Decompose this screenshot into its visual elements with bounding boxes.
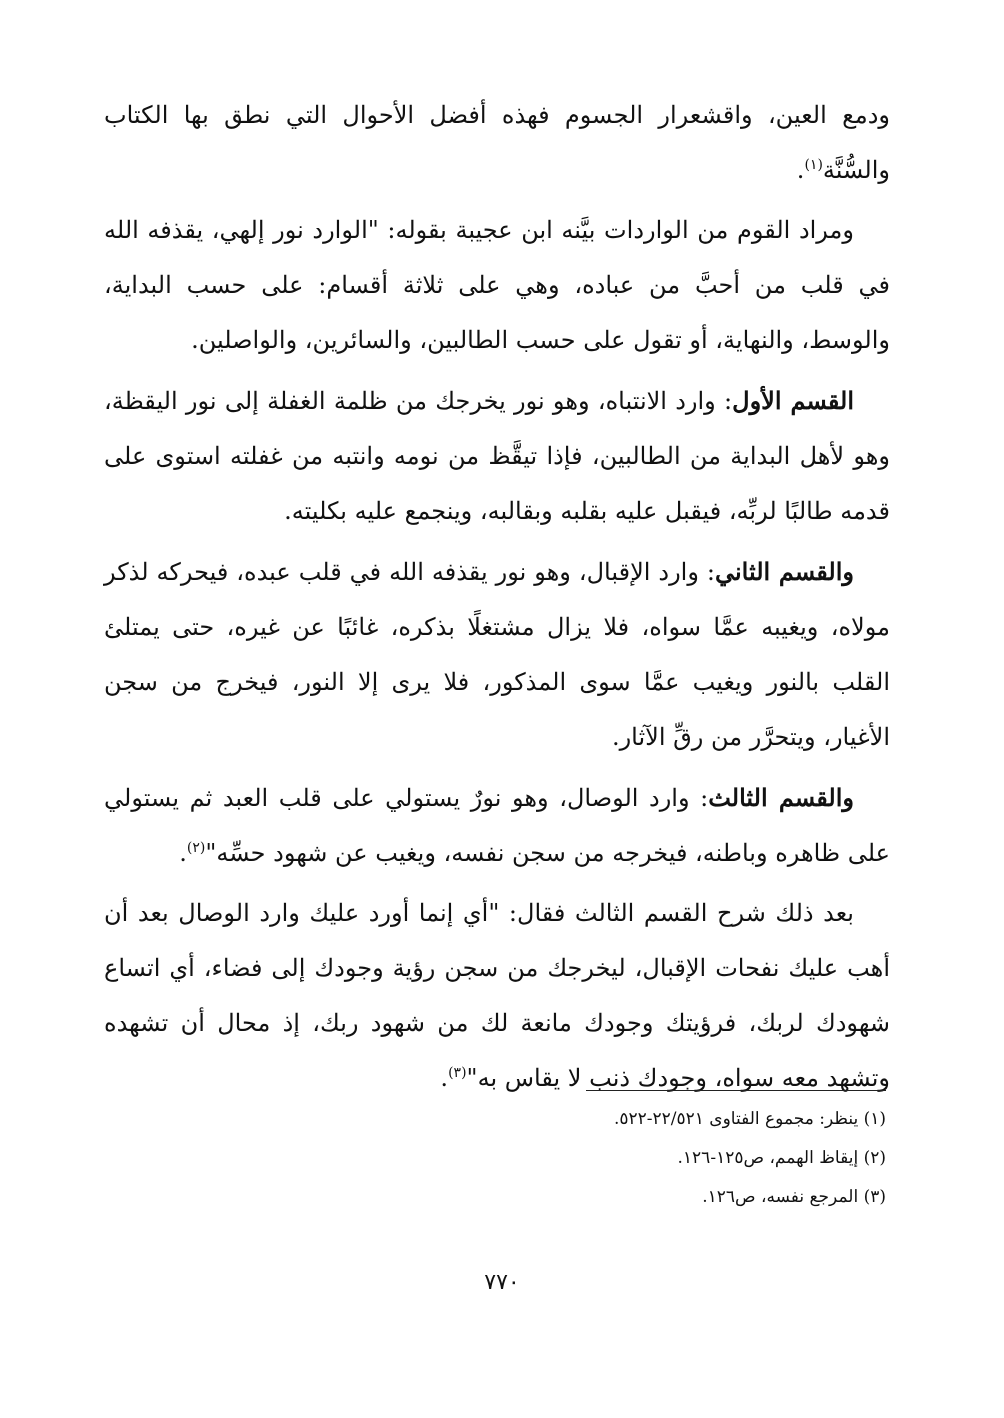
paragraph-2 xyxy=(104,203,890,368)
second-section-term: والقسم الثاني xyxy=(714,557,854,586)
paragraph-second-section xyxy=(104,544,890,765)
footnote-ref-2[interactable]: (٢) xyxy=(186,840,206,856)
footnote-ref-1[interactable]: (١) xyxy=(804,157,823,173)
third-section-term: والقسم الثالث xyxy=(708,783,854,812)
paragraph-third-section xyxy=(104,770,890,881)
first-section-term: القسم الأول xyxy=(732,386,854,415)
footnote-1: (١) ينظر: مجموع الفتاوى ٢٢/٥٢١-٥٢٢. xyxy=(613,1109,886,1129)
first-section-text: : وارد الانتباه، وهو نور يخرجك من ظلمة الغفلة إلى نور اليقظة، وهو لأهل البداية من الطالبين، فإذا تيقَّظ من نومه وانتبه من غفلته استوى على قدمه طالبًا لربِّه، فيقبل عليه بقلبه وبقالبه، وينجمع عليه بكليته. xyxy=(104,387,890,525)
footnote-3: (٣) المرجع نفسه، ص١٢٦. xyxy=(702,1187,886,1207)
main-text xyxy=(104,88,890,1111)
footnote-2: (٢) إيقاظ الهمم، ص١٢٥-١٢٦. xyxy=(677,1148,886,1168)
paragraph-1-text: ودمع العين، واقشعرار الجسوم فهذه أفضل الأحوال التي نطق بها الكتاب والسُّنَّة xyxy=(104,101,890,184)
paragraph-first-section xyxy=(104,373,890,539)
second-section-text: : وارد الإقبال، وهو نور يقذفه الله في قلب عبده، فيحركه لذكر مولاه، ويغيبه عمَّا سواه، فلا يزال مشتغلًا بذكره، غائبًا عن غيره، حتى يمتلئ القلب بالنور ويغيب عمَّا سوى المذكور، فلا يرى إلا النور، فيخرج من سجن الأغيار، ويتحرَّر من رقِّ الآثار. xyxy=(104,558,890,751)
third-section-text: : وارد الوصال، وهو نورٌ يستولي على قلب العبد ثم يستولي على ظاهره وباطنه، فيخرجه من سجن نفسه، ويغيب عن شهود حسِّه" xyxy=(104,784,890,867)
paragraph-1 xyxy=(104,88,890,198)
paragraph-2-text: ومراد القوم من الواردات بيَّنه ابن عجيبة بقوله: "الوارد نور إلهي، يقذفه الله في قلب من أحبَّ من عباده، وهي على ثلاثة أقسام: على حسب البداية، والوسط، والنهاية، أو تقول على حسب الطالبين، والسائرين، والواصلين. xyxy=(104,216,890,354)
footnotes xyxy=(400,1100,886,1217)
footnote-separator xyxy=(586,1090,886,1091)
paragraph-explanation xyxy=(104,886,890,1106)
third-section-tail: . xyxy=(179,839,187,867)
page-number: ٧٧٠ xyxy=(484,1270,520,1295)
footnote-ref-3[interactable]: (٣) xyxy=(448,1065,467,1081)
paragraph-1-tail: . xyxy=(796,156,805,184)
explanation-text: بعد ذلك شرح القسم الثالث فقال: "أي إنما أورد عليك وارد الوصال بعد أن أهب عليك نفحات الإقبال، ليخرجك من سجن رؤية وجودك إلى فضاء، أي اتساع شهودك لربك، فرؤيتك وجودك مانعة لك من شهود ربك، إذ محال أن تشهده وتشهد معه سواه، وجودك ذنب لا يقاس به" xyxy=(104,899,890,1092)
explanation-tail: . xyxy=(440,1064,449,1092)
